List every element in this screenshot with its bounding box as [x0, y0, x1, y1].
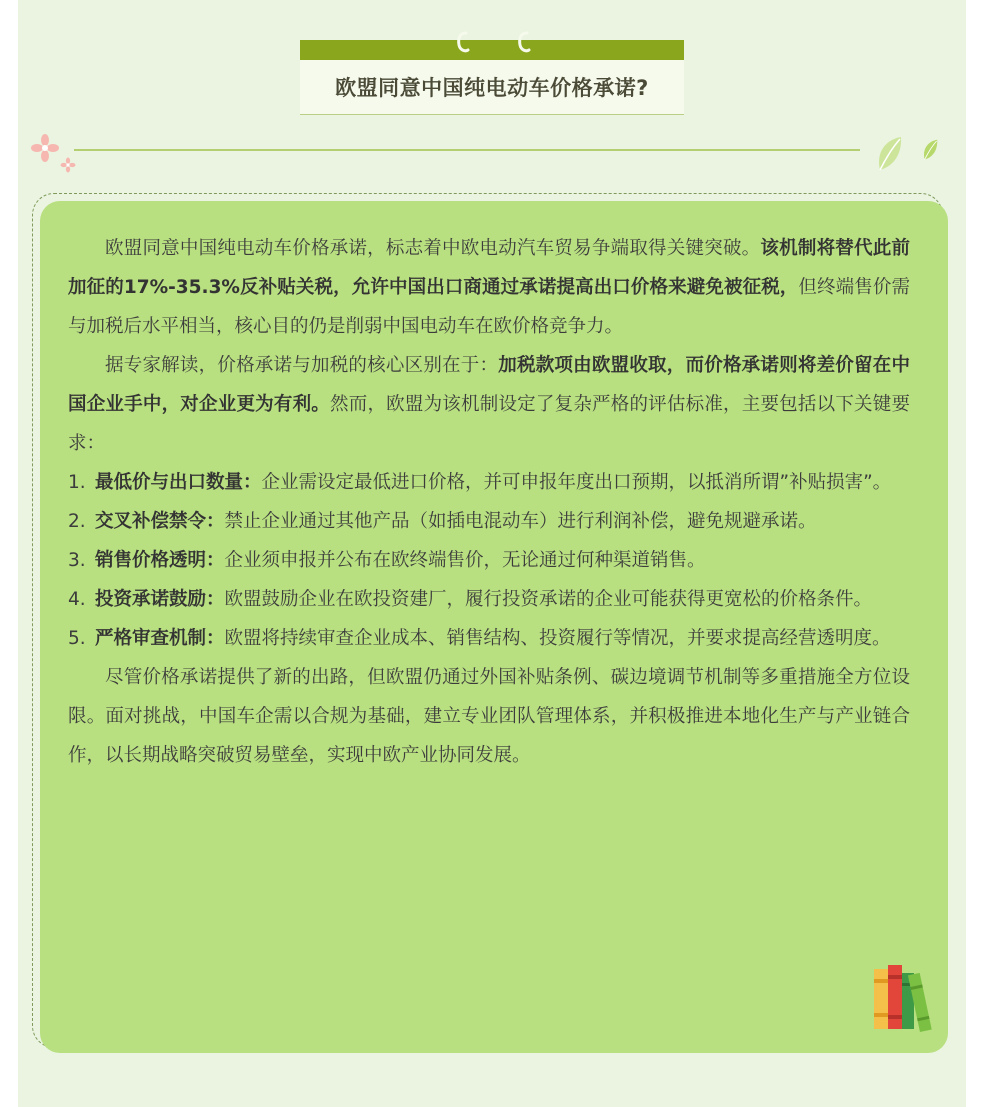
title-banner-strip [300, 40, 684, 60]
title-banner [300, 60, 684, 115]
flower-icon [60, 157, 76, 173]
list-number: 3. [68, 550, 86, 571]
paragraph-emphasis: 加税款项由欧盟收取，而价格承诺则将差价留在中国企业手中，对企业更为有利。 [68, 355, 910, 415]
list-item-label: 严格审查机制： [95, 628, 225, 649]
flower-icon [30, 133, 60, 163]
list-number: 2. [68, 511, 86, 532]
list-item [68, 580, 910, 619]
paragraph-intro [68, 229, 910, 346]
paragraph-conclusion: 尽管价格承诺提供了新的出路，但欧盟仍通过外国补贴条例、碳边境调节机制等多重措施全方位设限。面对挑战，中国车企需以合规为基础，建立专业团队管理体系，并积极推进本地化生产与产业链合作，以长期战略突破贸易壁垒，实现中欧产业协同发展。 [68, 667, 910, 766]
list-item [68, 541, 910, 580]
leaf-icon [874, 134, 904, 174]
article-body [68, 229, 910, 775]
paragraph-expert [68, 346, 910, 463]
list-item-text: 企业须申报并公布在欧终端售价，无论通过何种渠道销售。 [224, 550, 706, 571]
page-title: 欧盟同意中国纯电动车价格承诺? [335, 76, 649, 100]
list-number: 5. [68, 628, 86, 649]
list-item [68, 463, 910, 502]
list-item-text: 禁止企业通过其他产品（如插电混动车）进行利润补偿，避免规避承诺。 [224, 511, 817, 532]
ring-hook-icon [455, 30, 471, 56]
paragraph-text: 然而，欧盟为该机制设定了复杂严格的评估标准，主要包括以下关键要求： [68, 394, 910, 454]
leaf-icon [918, 138, 942, 162]
list-item-label: 交叉补偿禁令： [95, 511, 225, 532]
list-item [68, 619, 910, 658]
paragraph-text: 但终端售价需与加税后水平相当，核心目的仍是削弱中国电动车在欧价格竞争力。 [68, 277, 910, 337]
list-number: 1. [68, 472, 86, 493]
divider-line [74, 149, 860, 151]
list-item-text: 欧盟将持续审查企业成本、销售结构、投资履行等情况，并要求提高经营透明度。 [224, 628, 891, 649]
list-number: 4. [68, 589, 86, 610]
ring-hook-icon [516, 30, 532, 56]
paragraph-emphasis: 该机制将替代此前加征的17%-35.3%反补贴关税，允许中国出口商通过承诺提高出口价格来避免被征税， [68, 238, 910, 298]
paragraph-text: 欧盟同意中国纯电动车价格承诺，标志着中欧电动汽车贸易争端取得关键突破。 [105, 238, 761, 259]
list-item-label: 投资承诺鼓励： [95, 589, 225, 610]
books-icon [872, 963, 934, 1033]
paragraph-text: 据专家解读，价格承诺与加税的核心区别在于： [105, 355, 499, 376]
list-item-label: 销售价格透明： [95, 550, 225, 571]
list-item-label: 最低价与出口数量： [95, 472, 262, 493]
requirements-list [68, 463, 910, 658]
list-item-text: 企业需设定最低进口价格，并可申报年度出口预期，以抵消所谓”补贴损害”。 [261, 472, 892, 493]
list-item-text: 欧盟鼓励企业在欧投资建厂，履行投资承诺的企业可能获得更宽松的价格条件。 [224, 589, 873, 610]
list-item [68, 502, 910, 541]
